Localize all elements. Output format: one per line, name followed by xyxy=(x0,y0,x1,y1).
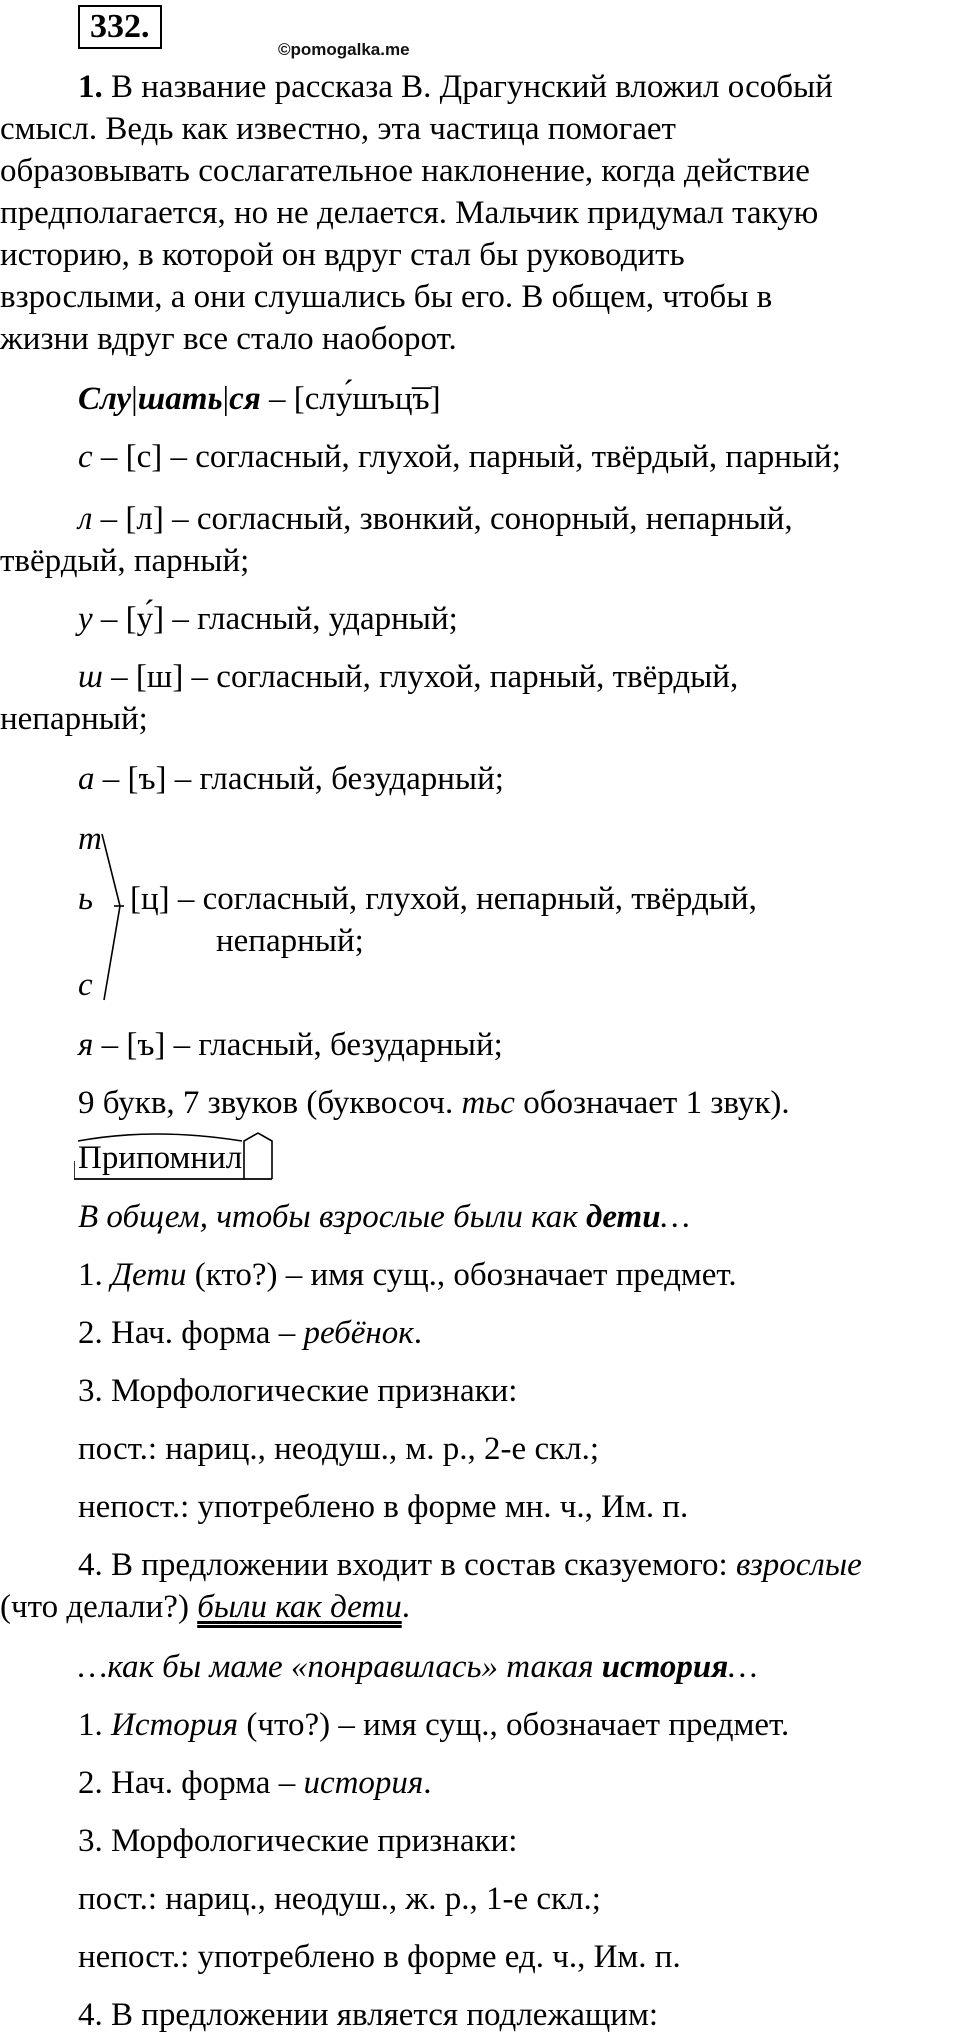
section1-line-3: 3. Морфологические признаки: xyxy=(78,1373,518,1409)
section1-line-2: 2. Нач. форма – ребёнок. xyxy=(78,1315,422,1351)
intro-line-5: историю, в которой он вдруг стал бы руководить xyxy=(0,237,685,273)
section1-line-7: (что делали?) были как дети. xyxy=(0,1589,410,1625)
sound-row-sh-cont: непарный; xyxy=(0,701,148,737)
section1-line-1: 1. Дети (кто?) – имя сущ., обозначает предмет. xyxy=(78,1257,737,1293)
group-sound-desc: [ц] – согласный, глухой, непарный, твёрдый, xyxy=(130,881,757,917)
section2-line-6: 4. В предложении является подлежащим: xyxy=(78,1997,659,2033)
intro-line-6: взрослыми, а они слушались бы его. В общем, чтобы в xyxy=(0,279,773,315)
phonetic-summary: 9 букв, 7 звуков (буквосоч. тьс обозначает 1 звук). xyxy=(78,1085,790,1121)
watermark: ©pomogalka.me xyxy=(278,40,410,59)
intro-line-2: смысл. Ведь как известно, эта частица помогает xyxy=(0,111,676,147)
intro-line-7: жизни вдруг все стало наоборот. xyxy=(0,321,457,357)
section1-quote: В общем, чтобы взрослые были как дети… xyxy=(78,1199,690,1235)
group-letter-soft: ь xyxy=(78,881,94,917)
intro-line-4: предполагается, но не делается. Мальчик придумал такую xyxy=(0,195,819,231)
sound-row-a: а – [ъ] – гласный, безударный; xyxy=(78,761,504,797)
task-number: 332. xyxy=(78,5,162,49)
grouping-brace-icon xyxy=(100,828,130,1008)
phonetic-word: Слу|шать|ся – [слу́шъц͞ъ] xyxy=(78,381,441,417)
section2-line-5: непост.: употреблено в форме ед. ч., Им. п. xyxy=(78,1939,681,1975)
section2-line-4: пост.: нариц., неодуш., ж. р., 1-е скл.; xyxy=(78,1881,601,1917)
section2-quote: …как бы маме «понравилась» такая история… xyxy=(78,1649,758,1685)
sound-row-s: с – [с] – согласный, глухой, парный, твёрдый, парный; xyxy=(78,439,841,475)
sound-row-ya: я – [ъ] – гласный, безударный; xyxy=(78,1027,503,1063)
section1-line-4: пост.: нариц., неодуш., м. р., 2-е скл.; xyxy=(78,1431,600,1467)
section1-line-6: 4. В предложении входит в состав сказуемого: взрослые xyxy=(78,1547,862,1583)
sound-row-sh: ш – [ш] – согласный, глухой, парный, твёрдый, xyxy=(78,659,739,695)
morphemic-word xyxy=(78,1137,242,1179)
intro-line-3: образовывать сослагательное наклонение, когда действие xyxy=(0,153,810,189)
group-sound-desc-cont: непарный; xyxy=(216,923,364,959)
intro-line-1: 1. В название рассказа В. Драгунский вложил особый xyxy=(78,69,833,105)
section2-line-1: 1. История (что?) – имя сущ., обозначает предмет. xyxy=(78,1707,790,1743)
morphemic-word-text: Припомнил xyxy=(78,1140,243,1176)
section1-line-5: непост.: употреблено в форме мн. ч., Им. п. xyxy=(78,1489,689,1525)
sound-row-l-cont: твёрдый, парный; xyxy=(0,543,250,579)
sound-row-l: л – [л] – согласный, звонкий, сонорный, непарный, xyxy=(78,501,793,537)
sound-row-u: у – [у́] – гласный, ударный; xyxy=(78,601,458,637)
section2-line-2: 2. Нач. форма – история. xyxy=(78,1765,432,1801)
group-letter-s: с xyxy=(78,967,93,1003)
group-letter-t: т xyxy=(78,821,102,857)
section2-line-3: 3. Морфологические признаки: xyxy=(78,1823,518,1859)
